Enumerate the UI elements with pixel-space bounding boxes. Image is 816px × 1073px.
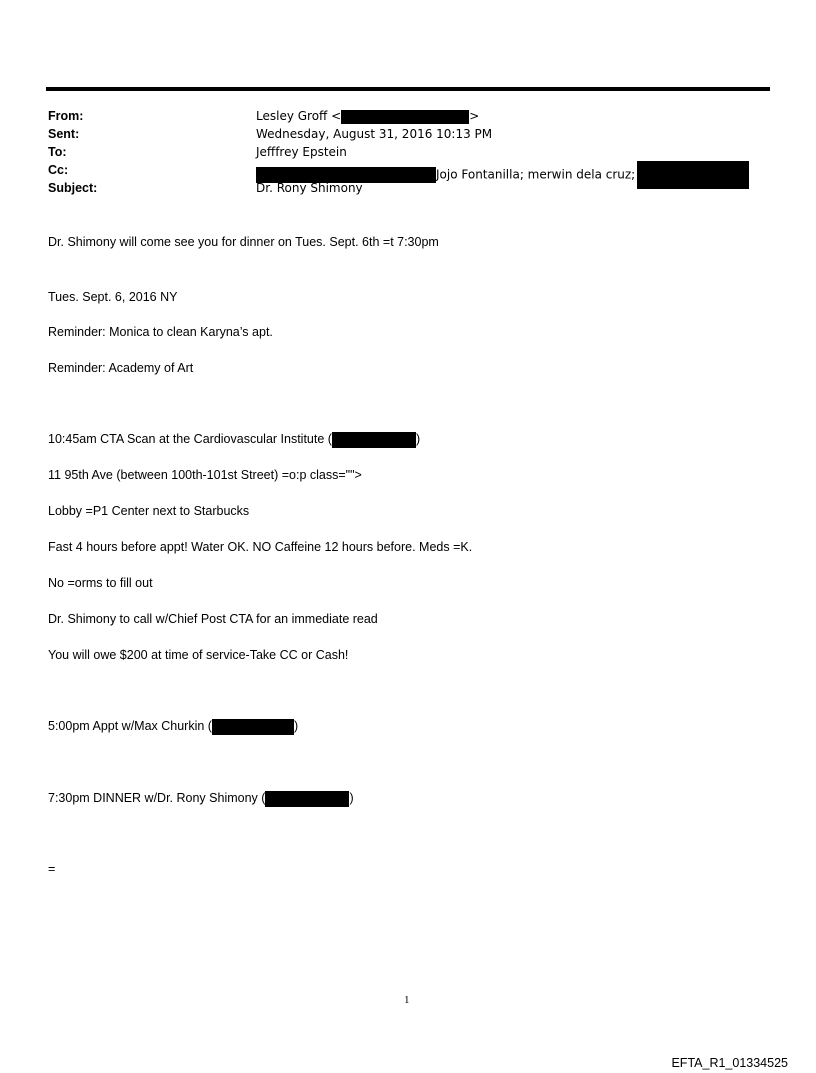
header-rule xyxy=(46,87,770,91)
body-reminder-clean: Reminder: Monica to clean Karyna’s apt. xyxy=(48,325,273,339)
from-label: From: xyxy=(48,109,84,123)
sent-value: Wednesday, August 31, 2016 10:13 PM xyxy=(256,127,493,141)
body-intro: Dr. Shimony will come see you for dinner on Tues. Sept. 6th =t 7:30pm xyxy=(48,235,439,249)
body-fast: Fast 4 hours before appt! Water OK. NO Caffeine 12 hours before. Meds =K. xyxy=(48,540,473,554)
redacted-email xyxy=(341,110,469,124)
sender-email-close: > xyxy=(469,109,480,123)
body-dinner xyxy=(48,789,354,807)
redacted-phone xyxy=(265,791,349,807)
redacted-phone xyxy=(332,432,416,448)
dinner-text: 7:30pm DINNER w/Dr. Rony Shimony ( xyxy=(48,791,266,805)
sent-label: Sent: xyxy=(48,127,80,141)
appt-close: ) xyxy=(293,719,299,733)
appt-text: 5:00pm Appt w/Max Churkin ( xyxy=(48,719,212,733)
to-value: Jefffrey Epstein xyxy=(256,145,347,159)
cta-scan-text: 10:45am CTA Scan at the Cardiovascular Institute ( xyxy=(48,432,332,446)
body-owe: You will owe $200 at time of service-Take CC or Cash! xyxy=(48,648,349,662)
body-call: Dr. Shimony to call w/Chief Post CTA for an immediate read xyxy=(48,612,378,626)
subject-label: Subject: xyxy=(48,181,98,195)
cc-label: Cc: xyxy=(48,163,69,177)
dinner-close: ) xyxy=(349,791,354,805)
redacted-phone xyxy=(212,719,294,735)
body-forms: No =orms to fill out xyxy=(48,576,153,590)
cta-scan-close: ) xyxy=(415,432,421,446)
subject-value: Dr. Rony Shimony xyxy=(256,181,363,195)
body-lobby: Lobby =P1 Center next to Starbucks xyxy=(48,504,250,518)
to-label: To: xyxy=(48,145,67,159)
from-value xyxy=(256,107,479,125)
redacted-cc-recipient xyxy=(637,161,749,189)
document-id: EFTA_R1_01334525 xyxy=(671,1056,788,1070)
body-cta-scan xyxy=(48,430,420,448)
sender-name: Lesley Groff < xyxy=(256,109,342,123)
body-date-line: Tues. Sept. 6, 2016 NY xyxy=(48,290,178,304)
page-number: 1 xyxy=(404,994,410,1006)
body-trailing-equals: = xyxy=(48,862,56,876)
cc-visible-recipients: Jojo Fontanilla; merwin dela cruz; xyxy=(436,167,636,182)
body-reminder-academy: Reminder: Academy of Art xyxy=(48,361,194,375)
body-appt xyxy=(48,717,298,735)
body-address: 11 95th Ave (between 100th-101st Street) =o:p class=""> xyxy=(48,468,362,482)
